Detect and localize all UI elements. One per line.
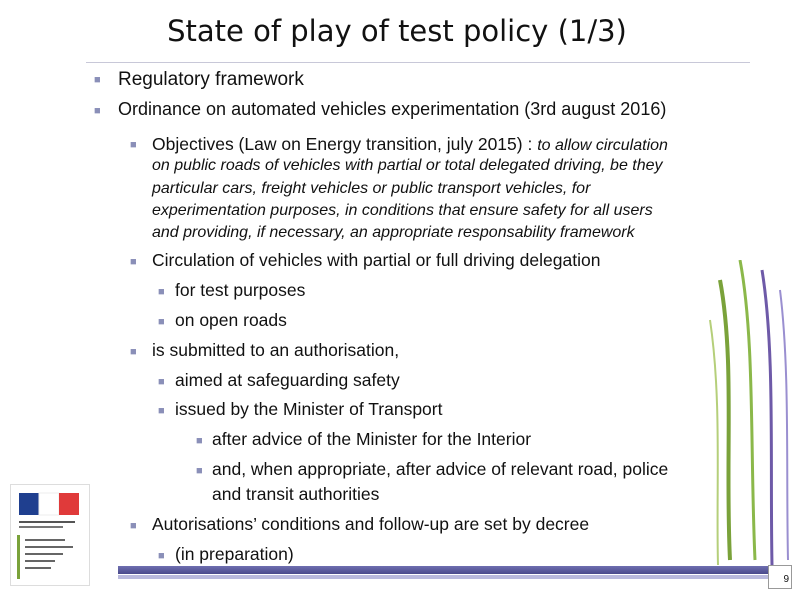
bullet-circulation: Circulation of vehicles with partial or full driving delegation [152, 250, 601, 270]
bullet-objectives [152, 134, 668, 155]
bullet-decree: Autorisations’ conditions and follow-up are set by decree [152, 514, 590, 534]
objectives-italic-4: experimentation purposes, in conditions that ensure safety for all users [152, 202, 653, 219]
objectives-italic-2: on public roads of vehicles with partial or total delegated driving, be they [152, 157, 663, 174]
bullet-marker: ■ [130, 346, 137, 358]
footer-bar-accent [118, 575, 768, 579]
bullet-marker: ■ [94, 105, 101, 117]
bullet-marker: ■ [158, 316, 165, 328]
bullet-regulatory-framework: Regulatory framework [118, 69, 304, 90]
bullet-marker: ■ [158, 286, 165, 298]
objectives-lead: Objectives (Law on Energy transition, july 2015) : [152, 134, 538, 154]
bullet-marker: ■ [196, 465, 203, 477]
footer-bar [118, 566, 768, 574]
bullet-minister-interior: after advice of the Minister for the Interior [212, 429, 532, 449]
objectives-italic-5: and providing, if necessary, an appropriate responsability framework [152, 224, 635, 241]
bullet-marker: ■ [158, 376, 165, 388]
slide-title: State of play of test policy (1/3) [167, 14, 627, 48]
bullet-authorisation: is submitted to an authorisation, [152, 340, 400, 360]
decorative-swooshes [700, 260, 794, 570]
bullet-ordinance: Ordinance on automated vehicles experimentation (3rd august 2016) [118, 99, 667, 119]
bullet-marker: ■ [158, 550, 165, 562]
bullet-in-preparation: (in preparation) [175, 544, 294, 564]
bullet-marker: ■ [130, 256, 137, 268]
bullet-marker: ■ [130, 520, 137, 532]
bullet-open-roads: on open roads [175, 310, 287, 330]
bullet-marker: ■ [158, 405, 165, 417]
objectives-italic-1: to allow circulation [537, 137, 668, 154]
bullet-test-purposes: for test purposes [175, 280, 306, 300]
bullet-marker: ■ [130, 139, 137, 151]
bullet-minister-transport: issued by the Minister of Transport [175, 399, 443, 419]
bullet-marker: ■ [196, 435, 203, 447]
bullet-relevant-authorities-1: and, when appropriate, after advice of relevant road, police [212, 459, 669, 479]
bullet-relevant-authorities-2: and transit authorities [212, 484, 380, 504]
page-number: 9 [768, 565, 792, 589]
ministry-logo [10, 484, 90, 586]
title-divider [86, 62, 750, 63]
bullet-safeguarding: aimed at safeguarding safety [175, 370, 400, 390]
objectives-italic-3: particular cars, freight vehicles or public transport vehicles, for [152, 180, 591, 197]
bullet-marker: ■ [94, 74, 101, 86]
